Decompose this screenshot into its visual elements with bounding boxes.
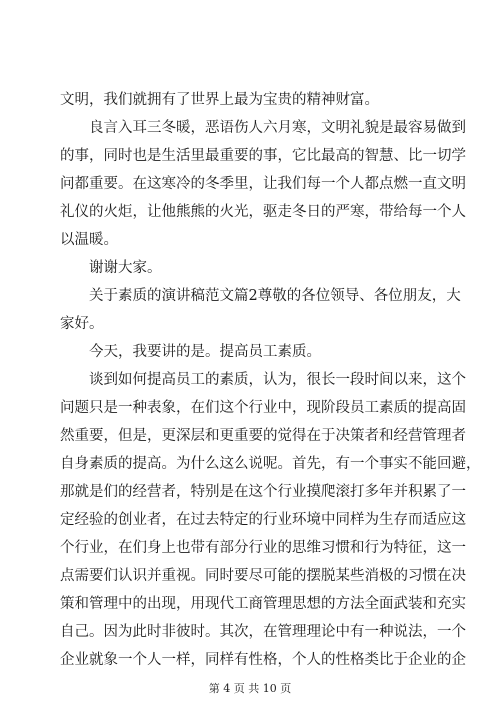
text-line: 谈到如何提高员工的素质，认为，很长一段时间以来，这个 [89,372,466,388]
text-line: 礼仪的火炬，让他熊熊的火光，驱走冬日的严寒，带给每一个人 [60,204,466,220]
text-line: 问题只是一种表象，在们这个行业中，现阶段员工素质的提高固 [60,400,466,416]
text-line: 文明，我们就拥有了世界上最为宝贵的精神财富。 [60,92,379,108]
page-body [60,86,481,674]
text-line: 点需要们认识并重视。同时要尽可能的摆脱某些消极的习惯在决 [60,568,466,584]
page-footer: 第 4 页 共 10 页 [208,682,292,695]
text-line: 关于素质的演讲稿范文篇2尊敬的各位领导、各位朋友，大 [89,288,461,304]
text-line: 问都重要。在这寒冷的冬季里，让我们每一个人都点燃一直文明 [60,176,466,192]
text-line: 良言入耳三冬暖，恶语伤人六月寒，文明礼貌是最容易做到 [89,120,466,136]
text-line: 自身素质的提高。为什么这么说呢。首先，有一个事实不能回避， [60,456,481,472]
text-line: 定经验的创业者，在过去特定的行业环境中同样为生存而适应这 [60,512,466,528]
text-line: 企业就象一个人一样，同样有性格，个人的性格类比于企业的企 [60,652,466,668]
text-line: 的事，同时也是生活里最重要的事，它比最高的智慧、比一切学 [60,148,466,164]
text-line: 家好。 [60,316,104,332]
text-line: 策和管理中的出现，用现代工商管理思想的方法全面武装和充实 [60,596,466,612]
text-line: 今天，我要讲的是。提高员工素质。 [89,344,321,360]
text-line: 然重要，但是，更深层和更重要的觉得在于决策者和经营管理者 [60,428,466,444]
text-line: 个行业，在们身上也带有部分行业的思维习惯和行为特征，这一 [60,540,466,556]
text-line: 谢谢大家。 [89,260,162,276]
text-line: 那就是们的经营者，特别是在这个行业摸爬滚打多年并积累了一 [60,484,466,500]
text-line: 以温暖。 [60,232,118,248]
text-line: 自己。因为此时非彼时。其次，在管理理论中有一种说法，一个 [60,624,466,640]
